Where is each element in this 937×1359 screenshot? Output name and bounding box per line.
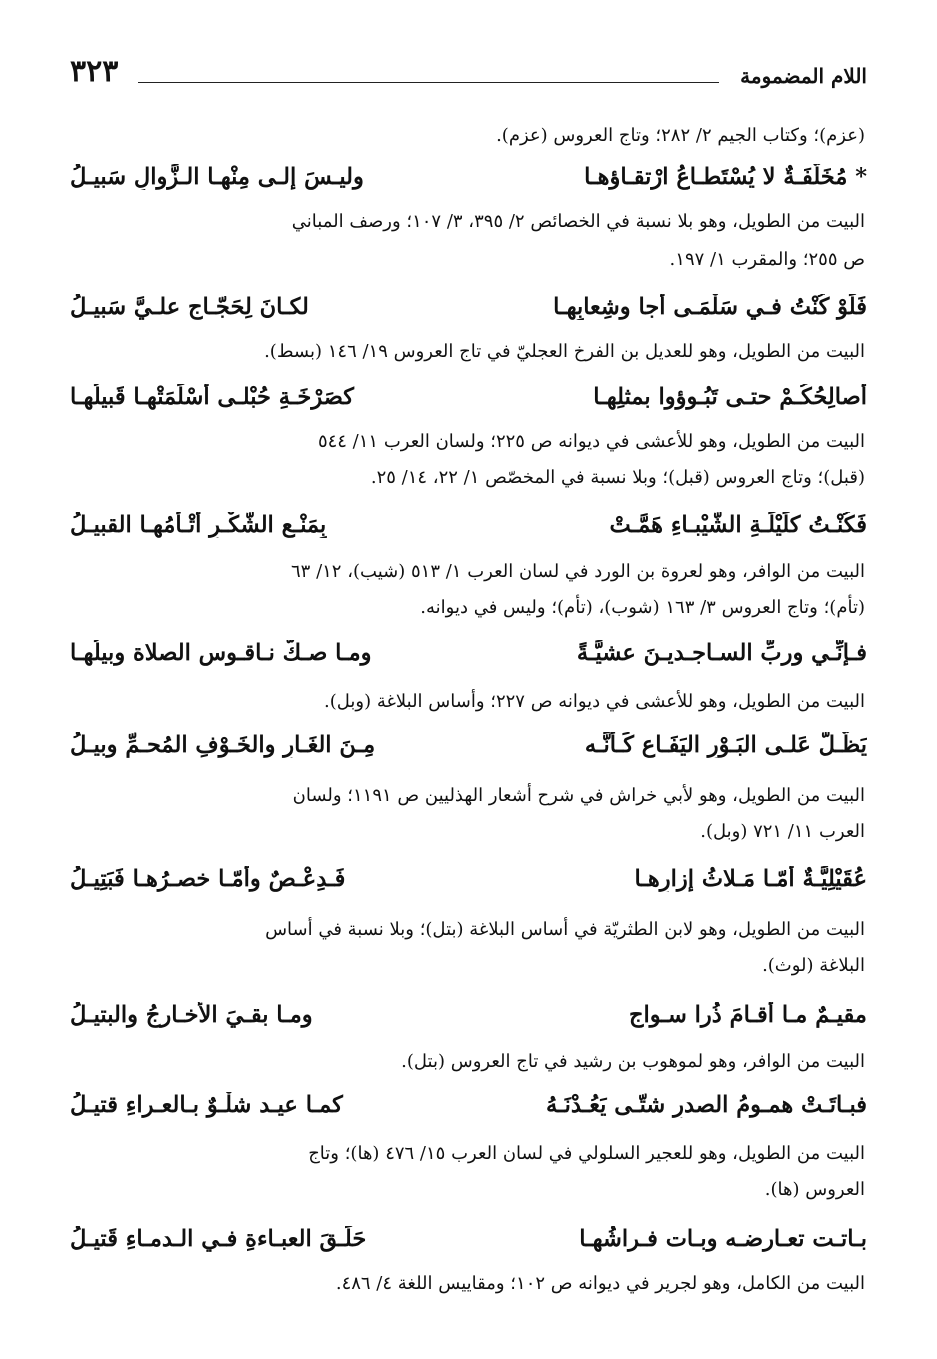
- verse-first-hemistich: أُصالِحُكُـمْ حتـى تَبُـوؤوا بمثلِهـا: [593, 384, 867, 410]
- citation-line: ص ٢٥٥؛ والمقرب ١/ ١٩٧.: [669, 249, 865, 270]
- verse-second-hemistich: ومـا صـكَّ نـاقـوس الصلاة وبيلُهـا: [70, 640, 372, 666]
- running-header: [70, 54, 867, 94]
- verse-line: [70, 866, 867, 906]
- verse-second-hemistich: كصَرْخَـةِ حُبْلـى أسْلَمَتْهـا قَبيلُهـا: [70, 384, 354, 410]
- verse-line: [70, 732, 867, 772]
- verse-first-hemistich: فـإنِّـي وربِّ السـاجـديـنَ عشيَّـةً: [576, 640, 867, 666]
- citation-line: (تأم)؛ وتاج العروس ٣/ ١٦٣ (شوب)، (تأم)؛ وليس في ديوانه.: [420, 597, 865, 618]
- citation-line: البلاغة (لوث).: [762, 955, 865, 976]
- verse-second-hemistich: فَـدِعْـصٌ وأمّـا خصـرُهـا فَبَتِيـلُ: [70, 866, 346, 892]
- header-rule: [138, 82, 719, 83]
- verse-first-hemistich: عُقَيْلِيَّـةٌ أمّـا مَـلاثُ إزارِهـا: [634, 866, 867, 892]
- citation-line: البيت من الكامل، وهو لجرير في ديوانه ص ١٠٢؛ ومقاييس اللغة ٤/ ٤٨٦.: [335, 1273, 865, 1294]
- citation-line: العرب ١١/ ٧٢١ (وبل).: [700, 821, 865, 842]
- verse-second-hemistich: كمـا عيـد شلْـوٌ بـالعـراءِ قتيـلُ: [70, 1092, 343, 1118]
- verse-second-hemistich: وليـسَ إلـى مِنْهـا الـزَّوالِ سَبيـلُ: [70, 164, 364, 190]
- citation-line: البيت من الطويل، وهو للأعشى في ديوانه ص ٢٢٧؛ وأساس البلاغة (وبل).: [324, 691, 865, 712]
- verse-line: [70, 294, 867, 334]
- verse-first-hemistich: فَكُنْـتُ كلَيْلَـةِ الشَّيْبـاءِ هَمَّـتْ: [609, 512, 867, 538]
- citation-line: البيت من الطويل، وهو لأبي خراش في شرح أشعار الهذليين ص ١١٩١؛ ولسان: [292, 785, 865, 806]
- citation-line: البيت من الطويل، وهو للأعشى في ديوانه ص ٢٢٥؛ ولسان العرب ١١/ ٥٤٤: [317, 431, 865, 452]
- verse-first-hemistich: فَلَوْ كُنْتُ فـي سَلْمَـى أجا وشِعابِهـا: [553, 294, 867, 320]
- verse-line: [70, 384, 867, 424]
- citation-line: البيت من الوافر، وهو لعروة بن الورد في لسان العرب ١/ ٥١٣ (شيب)، ١٢/ ٦٣: [291, 561, 865, 582]
- verse-line: [70, 164, 867, 204]
- verse-first-hemistich: بـاتـت تعـارضـه وبـات فـراشُهـا: [579, 1226, 867, 1252]
- verse-second-hemistich: ومـا بقـيَ الأخـارجُ والبتيـلُ: [70, 1002, 313, 1028]
- continuation-line: (عزم)؛ وكتاب الجيم ٢/ ٢٨٢؛ وتاج العروس (عزم).: [496, 125, 865, 146]
- citation-line: البيت من الطويل، وهو للعديل بن الفرخ العجليّ في تاج العروس ١٩/ ١٤٦ (بسط).: [264, 341, 865, 362]
- verse-line: [70, 1226, 867, 1266]
- citation-line: البيت من الطويل، وهو للعجير السلولي في لسان العرب ١٥/ ٤٧٦ (ها)؛ وتاج: [308, 1143, 865, 1164]
- verse-second-hemistich: حَلَـقَ العبـاءةِ فـي الـدمـاءِ قَتيـلُ: [70, 1226, 367, 1252]
- verse-first-hemistich: مقيـمٌ مـا أقـامَ ذُرا سـواجٍ: [629, 1002, 867, 1028]
- citation-line: البيت من الطويل، وهو لابن الطثريّة في أساس البلاغة (بتل)؛ وبلا نسبة في أساس: [265, 919, 865, 940]
- chapter-title: اللام المضمومة: [740, 64, 867, 88]
- verse-first-hemistich: فبـاتَـتْ همـومُ الصدرِ شتّـى يَعُـدْنَـهُ: [545, 1092, 867, 1118]
- verse-line: [70, 1092, 867, 1132]
- citation-line: البيت من الوافر، وهو لموهوب بن رشيد في تاج العروس (بتل).: [401, 1051, 865, 1072]
- page-number: ٣٢٣: [70, 54, 119, 89]
- verse-second-hemistich: مِـنَ الغَـارِ والخَـوْفِ المُحـمِّ وبيـلُ: [70, 732, 376, 758]
- citation-line: البيت من الطويل، وهو بلا نسبة في الخصائص ٢/ ٣٩٥، ٣/ ١٠٧؛ ورصف المباني: [291, 211, 865, 232]
- verse-first-hemistich: * مُخَلَّفَـةٌ لا يُسْتَطـاعُ ارْتقـاؤهـا: [584, 164, 867, 190]
- citation-line: العروس (ها).: [764, 1179, 865, 1200]
- verse-line: [70, 640, 867, 680]
- verse-second-hemistich: بِمَنْـعِ الشَّكْـرِ أتْـأَمُهـا القبيـلُ: [70, 512, 327, 538]
- verse-line: [70, 512, 867, 552]
- verse-second-hemistich: لكـانَ لِحَجّـاجٍ علـيَّ سَبيـلُ: [70, 294, 309, 320]
- asterisk-marker: *: [855, 164, 867, 190]
- verse-line: [70, 1002, 867, 1042]
- citation-line: (قبل)؛ وتاج العروس (قبل)؛ وبلا نسبة في المخصّص ١/ ٢٢، ١٤/ ٢٥.: [370, 467, 865, 488]
- verse-first-hemistich: يَظَّـلُّ عَلـى البَـوْرِ اليَفَـاعِ كَـأنَّـه: [584, 732, 867, 758]
